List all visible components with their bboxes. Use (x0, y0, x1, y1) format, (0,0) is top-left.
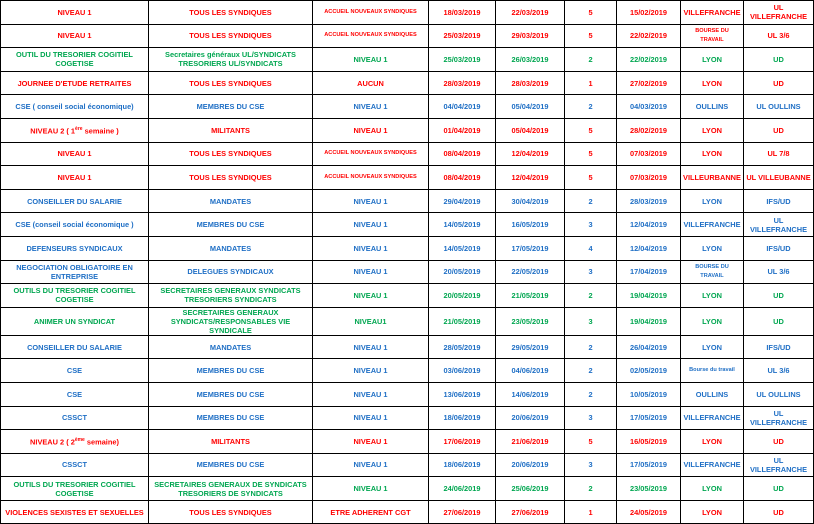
cell-jours: 2 (565, 477, 617, 501)
cell-organisateur: UD (744, 118, 814, 142)
cell-date-fin: 23/05/2019 (496, 307, 565, 335)
cell-organisateur: UD (744, 477, 814, 501)
cell-lieu: OULLINS (681, 95, 744, 119)
superscript: ème (74, 437, 85, 444)
cell-organisateur: UL VILLEFRANCHE (744, 1, 814, 25)
cell-lieu: BOURSE DU TRAVAIL (681, 24, 744, 48)
cell-formation: NIVEAU 1 (1, 142, 149, 166)
cell-prerequis: NIVEAU 1 (313, 48, 429, 72)
cell-organisateur: UD (744, 48, 814, 72)
cell-formation: OUTIL DU TRESORIER COGITIEL COGETISE (1, 48, 149, 72)
cell-formation: CSE (1, 382, 149, 406)
cell-date-debut: 08/04/2019 (429, 142, 496, 166)
cell-date-limite: 28/03/2019 (617, 189, 681, 213)
table-row (1, 213, 814, 237)
cell-organisateur: UL VILLEFRANCHE (744, 406, 814, 430)
cell-formation: NEGOCIATION OBLIGATOIRE EN ENTREPRISE (1, 260, 149, 284)
cell-organisateur: UL OULLINS (744, 95, 814, 119)
table-row (1, 477, 814, 501)
cell-date-debut: 21/05/2019 (429, 307, 496, 335)
cell-date-limite: 19/04/2019 (617, 307, 681, 335)
cell-date-debut: 27/06/2019 (429, 500, 496, 524)
cell-prerequis: NIVEAU 1 (313, 430, 429, 454)
cell-public: SECRETAIRES GENERAUX SYNDICATS TRESORIERS SYNDICATS (149, 284, 313, 308)
cell-text-tail: semaine ) (82, 126, 119, 136)
cell-formation: VIOLENCES SEXISTES ET SEXUELLES (1, 500, 149, 524)
cell-date-fin: 25/06/2019 (496, 477, 565, 501)
cell-public: MEMBRES DU CSE (149, 359, 313, 383)
cell-public: MEMBRES DU CSE (149, 406, 313, 430)
cell-date-fin: 29/05/2019 (496, 335, 565, 359)
cell-lieu: VILLEURBANNE (681, 166, 744, 190)
cell-organisateur: UD (744, 500, 814, 524)
cell-prerequis: NIVEAU 1 (313, 335, 429, 359)
cell-organisateur: UD (744, 307, 814, 335)
cell-organisateur: UL 3/6 (744, 260, 814, 284)
table-row (1, 335, 814, 359)
cell-date-debut: 13/06/2019 (429, 382, 496, 406)
cell-lieu: BOURSE DU TRAVAIL (681, 260, 744, 284)
cell-date-limite: 02/05/2019 (617, 359, 681, 383)
cell-lieu: LYON (681, 500, 744, 524)
cell-prerequis: NIVEAU 1 (313, 453, 429, 477)
cell-date-debut: 14/05/2019 (429, 213, 496, 237)
cell-jours: 2 (565, 95, 617, 119)
cell-prerequis: NIVEAU 1 (313, 406, 429, 430)
cell-date-limite: 22/02/2019 (617, 48, 681, 72)
table-body (1, 1, 814, 524)
cell-lieu: LYON (681, 48, 744, 72)
cell-jours: 2 (565, 335, 617, 359)
cell-organisateur: UL 3/6 (744, 359, 814, 383)
cell-lieu: VILLEFRANCHE (681, 406, 744, 430)
cell-lieu: LYON (681, 71, 744, 95)
cell-date-debut: 14/05/2019 (429, 236, 496, 260)
cell-public: MEMBRES DU CSE (149, 95, 313, 119)
cell-date-fin: 05/04/2019 (496, 118, 565, 142)
cell-jours: 5 (565, 166, 617, 190)
cell-organisateur: UD (744, 430, 814, 454)
cell-organisateur: UD (744, 71, 814, 95)
cell-date-fin: 12/04/2019 (496, 142, 565, 166)
table-row (1, 118, 814, 142)
cell-public: MEMBRES DU CSE (149, 382, 313, 406)
cell-date-debut: 25/03/2019 (429, 48, 496, 72)
cell-date-fin: 28/03/2019 (496, 71, 565, 95)
table-row (1, 1, 814, 25)
cell-date-debut: 29/04/2019 (429, 189, 496, 213)
table-row (1, 189, 814, 213)
cell-organisateur: UD (744, 284, 814, 308)
cell-date-fin: 04/06/2019 (496, 359, 565, 383)
cell-prerequis: NIVEAU1 (313, 307, 429, 335)
cell-date-limite: 04/03/2019 (617, 95, 681, 119)
cell-formation: OUTILS DU TRESORIER COGITIEL COGETISE (1, 477, 149, 501)
table-row (1, 95, 814, 119)
cell-lieu: LYON (681, 307, 744, 335)
cell-date-fin: 21/05/2019 (496, 284, 565, 308)
cell-organisateur: IFS/UD (744, 189, 814, 213)
cell-prerequis: AUCUN (313, 71, 429, 95)
table-row (1, 430, 814, 454)
cell-public: MEMBRES DU CSE (149, 213, 313, 237)
cell-date-fin: 30/04/2019 (496, 189, 565, 213)
cell-date-debut: 28/03/2019 (429, 71, 496, 95)
cell-prerequis: NIVEAU 1 (313, 118, 429, 142)
table-row (1, 48, 814, 72)
cell-formation (1, 118, 149, 142)
cell-jours: 2 (565, 284, 617, 308)
cell-date-limite: 24/05/2019 (617, 500, 681, 524)
cell-jours: 3 (565, 213, 617, 237)
cell-public: MANDATES (149, 335, 313, 359)
cell-date-fin: 22/03/2019 (496, 1, 565, 25)
cell-date-limite: 22/02/2019 (617, 24, 681, 48)
cell-public: TOUS LES SYNDIQUES (149, 1, 313, 25)
cell-date-limite: 12/04/2019 (617, 236, 681, 260)
table-row (1, 236, 814, 260)
table-row (1, 71, 814, 95)
cell-date-limite: 26/04/2019 (617, 335, 681, 359)
cell-date-fin: 26/03/2019 (496, 48, 565, 72)
table-row (1, 260, 814, 284)
cell-date-debut: 18/03/2019 (429, 1, 496, 25)
cell-organisateur: UL VILLEFRANCHE (744, 453, 814, 477)
cell-date-debut: 17/06/2019 (429, 430, 496, 454)
cell-jours: 3 (565, 406, 617, 430)
cell-organisateur: UL VILLEUBANNE (744, 166, 814, 190)
cell-jours: 1 (565, 71, 617, 95)
cell-jours: 2 (565, 359, 617, 383)
cell-prerequis: NIVEAU 1 (313, 284, 429, 308)
table-row (1, 24, 814, 48)
cell-organisateur: IFS/UD (744, 335, 814, 359)
cell-prerequis: NIVEAU 1 (313, 213, 429, 237)
cell-date-fin: 16/05/2019 (496, 213, 565, 237)
cell-text: NIVEAU 2 ( 2 (30, 437, 75, 447)
table-row (1, 307, 814, 335)
cell-date-debut: 25/03/2019 (429, 24, 496, 48)
table-row (1, 359, 814, 383)
cell-public: SECRETAIRES GENERAUX DE SYNDICATS TRESORIERS DE SYNDICATS (149, 477, 313, 501)
cell-organisateur: UL 3/6 (744, 24, 814, 48)
cell-formation: CONSEILLER DU SALARIE (1, 335, 149, 359)
cell-prerequis: NIVEAU 1 (313, 189, 429, 213)
cell-date-debut: 04/04/2019 (429, 95, 496, 119)
cell-formation: CSE (conseil social économique ) (1, 213, 149, 237)
cell-date-fin: 12/04/2019 (496, 166, 565, 190)
cell-date-debut: 03/06/2019 (429, 359, 496, 383)
cell-date-fin: 17/05/2019 (496, 236, 565, 260)
cell-date-debut: 18/06/2019 (429, 406, 496, 430)
cell-formation: CSE (1, 359, 149, 383)
cell-date-fin: 20/06/2019 (496, 453, 565, 477)
cell-jours: 3 (565, 453, 617, 477)
cell-date-limite: 16/05/2019 (617, 430, 681, 454)
cell-formation: CSSCT (1, 453, 149, 477)
cell-formation: JOURNEE D'ETUDE RETRAITES (1, 71, 149, 95)
cell-prerequis: NIVEAU 1 (313, 95, 429, 119)
table-row (1, 406, 814, 430)
cell-jours: 3 (565, 260, 617, 284)
cell-date-limite: 27/02/2019 (617, 71, 681, 95)
cell-jours: 5 (565, 430, 617, 454)
cell-formation: NIVEAU 1 (1, 166, 149, 190)
cell-lieu: LYON (681, 430, 744, 454)
cell-public: TOUS LES SYNDIQUES (149, 142, 313, 166)
cell-lieu: LYON (681, 189, 744, 213)
cell-public: MEMBRES DU CSE (149, 453, 313, 477)
cell-date-fin: 29/03/2019 (496, 24, 565, 48)
cell-date-limite: 23/05/2019 (617, 477, 681, 501)
cell-date-limite: 07/03/2019 (617, 142, 681, 166)
cell-organisateur: UL OULLINS (744, 382, 814, 406)
cell-jours: 5 (565, 1, 617, 25)
cell-lieu: LYON (681, 142, 744, 166)
superscript: ère (75, 126, 83, 133)
table-row (1, 142, 814, 166)
cell-date-fin: 20/06/2019 (496, 406, 565, 430)
cell-public: MILITANTS (149, 430, 313, 454)
cell-jours: 2 (565, 382, 617, 406)
cell-prerequis: ETRE ADHERENT CGT (313, 500, 429, 524)
cell-lieu: VILLEFRANCHE (681, 453, 744, 477)
cell-jours: 5 (565, 118, 617, 142)
cell-date-debut: 18/06/2019 (429, 453, 496, 477)
cell-date-fin: 05/04/2019 (496, 95, 565, 119)
cell-jours: 5 (565, 24, 617, 48)
cell-formation: ANIMER UN SYNDICAT (1, 307, 149, 335)
cell-formation (1, 430, 149, 454)
cell-date-debut: 01/04/2019 (429, 118, 496, 142)
cell-jours: 3 (565, 307, 617, 335)
cell-formation: NIVEAU 1 (1, 1, 149, 25)
cell-formation: CONSEILLER DU SALARIE (1, 189, 149, 213)
cell-date-limite: 17/04/2019 (617, 260, 681, 284)
cell-formation: CSSCT (1, 406, 149, 430)
cell-formation: CSE ( conseil social économique) (1, 95, 149, 119)
cell-public: MILITANTS (149, 118, 313, 142)
cell-date-limite: 19/04/2019 (617, 284, 681, 308)
cell-lieu: LYON (681, 335, 744, 359)
cell-text: NIVEAU 2 ( 1 (30, 126, 76, 136)
cell-public: DELEGUES SYNDICAUX (149, 260, 313, 284)
table-row (1, 284, 814, 308)
cell-prerequis: NIVEAU 1 (313, 260, 429, 284)
cell-formation: DEFENSEURS SYNDICAUX (1, 236, 149, 260)
cell-lieu: OULLINS (681, 382, 744, 406)
cell-prerequis: NIVEAU 1 (313, 236, 429, 260)
cell-public: TOUS LES SYNDIQUES (149, 500, 313, 524)
table-row (1, 382, 814, 406)
cell-prerequis: ACCUEIL NOUVEAUX SYNDIQUES (313, 142, 429, 166)
cell-public: MANDATES (149, 189, 313, 213)
cell-organisateur: UL 7/8 (744, 142, 814, 166)
cell-jours: 1 (565, 500, 617, 524)
cell-date-debut: 28/05/2019 (429, 335, 496, 359)
table-row (1, 500, 814, 524)
cell-date-fin: 27/06/2019 (496, 500, 565, 524)
cell-lieu: VILLEFRANCHE (681, 213, 744, 237)
cell-public: SECRETAIRES GENERAUX SYNDICATS/RESPONSABLES VIE SYNDICALE (149, 307, 313, 335)
cell-formation: NIVEAU 1 (1, 24, 149, 48)
cell-date-fin: 14/06/2019 (496, 382, 565, 406)
cell-lieu: LYON (681, 236, 744, 260)
cell-date-debut: 08/04/2019 (429, 166, 496, 190)
table-row (1, 453, 814, 477)
cell-date-limite: 12/04/2019 (617, 213, 681, 237)
cell-lieu: LYON (681, 284, 744, 308)
cell-public: TOUS LES SYNDIQUES (149, 71, 313, 95)
cell-date-limite: 15/02/2019 (617, 1, 681, 25)
cell-date-fin: 21/06/2019 (496, 430, 565, 454)
cell-date-limite: 17/05/2019 (617, 453, 681, 477)
cell-prerequis: NIVEAU 1 (313, 359, 429, 383)
cell-jours: 2 (565, 48, 617, 72)
cell-lieu: LYON (681, 118, 744, 142)
cell-prerequis: ACCUEIL NOUVEAUX SYNDIQUES (313, 166, 429, 190)
cell-public: TOUS LES SYNDIQUES (149, 24, 313, 48)
cell-date-limite: 10/05/2019 (617, 382, 681, 406)
cell-jours: 2 (565, 189, 617, 213)
cell-organisateur: UL VILLEFRANCHE (744, 213, 814, 237)
cell-date-debut: 20/05/2019 (429, 260, 496, 284)
cell-lieu: LYON (681, 477, 744, 501)
cell-prerequis: ACCUEIL NOUVEAUX SYNDIQUES (313, 24, 429, 48)
cell-lieu: Bourse du travail (681, 359, 744, 383)
cell-public: Secretaires généraux UL/SYNDICATS TRESORIERS UL/SYNDICATS (149, 48, 313, 72)
cell-text-tail: semaine) (84, 437, 119, 447)
cell-organisateur: IFS/UD (744, 236, 814, 260)
cell-lieu: VILLEFRANCHE (681, 1, 744, 25)
cell-jours: 5 (565, 142, 617, 166)
cell-prerequis: NIVEAU 1 (313, 477, 429, 501)
cell-public: TOUS LES SYNDIQUES (149, 166, 313, 190)
cell-prerequis: ACCUEIL NOUVEAUX SYNDIQUES (313, 1, 429, 25)
cell-prerequis: NIVEAU 1 (313, 382, 429, 406)
cell-date-limite: 28/02/2019 (617, 118, 681, 142)
cell-date-debut: 20/05/2019 (429, 284, 496, 308)
cell-date-limite: 17/05/2019 (617, 406, 681, 430)
cell-public: MANDATES (149, 236, 313, 260)
cell-jours: 4 (565, 236, 617, 260)
cell-date-fin: 22/05/2019 (496, 260, 565, 284)
cell-formation: OUTILS DU TRESORIER COGITIEL COGETISE (1, 284, 149, 308)
cell-date-limite: 07/03/2019 (617, 166, 681, 190)
cell-date-debut: 24/06/2019 (429, 477, 496, 501)
table-row (1, 166, 814, 190)
